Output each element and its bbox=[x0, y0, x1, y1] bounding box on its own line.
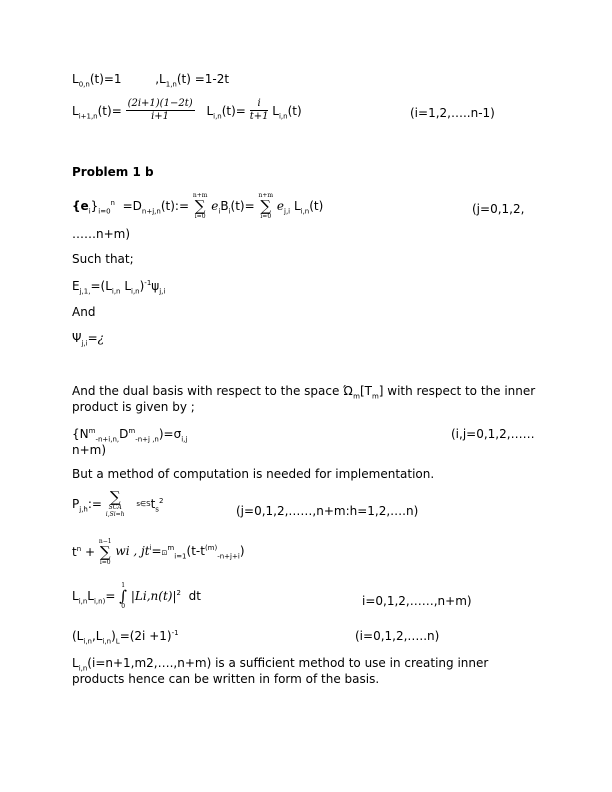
l0-l1-definitions: $L_{0,n}(t)=1$ $,L_{1,n}(t) =1-2t$ bbox=[72, 72, 230, 89]
problem-heading: Problem 1 b bbox=[72, 165, 154, 179]
p-condition: (j=0,1,2,……,n+m:h=1,2,….n) bbox=[236, 504, 419, 518]
e-definition: $E_{j,1,}=(L_{i,n}$ $L_{i,n})^{-1}\psi_{j,i}$ bbox=[72, 279, 166, 296]
such-that-text: Such that; bbox=[72, 252, 134, 266]
basis-definition: $\{e_i\}_{i=0}^n$ $=D_{n+j,n}(t):=$ n+m ∑ i=0 $e_iB_i(t)=$ n+m ∑ i=0 $e_{j,i}$ $L_{i,n}(t)$ bbox=[72, 192, 324, 220]
fraction-one: $\frac{(2i+1)(1-2t)}{i+1}$ bbox=[127, 98, 193, 122]
fraction-two: $\frac{i}{t+1}$ bbox=[249, 98, 269, 122]
inner-product-integral: $L_{i,n}L_{i,n)}=$ 1 ∫ 0 $|Li,n(t)|^2$ dt bbox=[72, 582, 201, 610]
norm-formula: $(L_{i,n},L_{i,n})_L=(2i +1)^{-1}$ bbox=[72, 629, 179, 646]
dual-basis-condition-continued: n+m) bbox=[72, 443, 107, 457]
summation-one: n+m ∑ i=0 bbox=[192, 192, 208, 220]
recurrence-formula: $L_{i+1,n}(t)=$ $\frac{(2i+1)(1-2t)}{i+1}$ $L_{i,n}(t)=$ $\frac{i}{t+1}$ $L_{i,n}(t)$ bbox=[72, 98, 302, 122]
norm-condition: (i=0,1,2,…..n) bbox=[355, 629, 440, 643]
summation-two: n+m ∑ i=0 bbox=[258, 192, 274, 220]
dual-basis-paragraph: And the dual basis with respect to the space $Ώ_m[T_m]$ with respect to the inner product is given by ; bbox=[72, 384, 536, 414]
conclusion-paragraph: $L_{i,n}(i=n+1,m2,\dots.,n+m)$ is a sufficient method to use in creating inner products hence can be written in form of the basis. bbox=[72, 656, 489, 686]
summation-four: n−1 ∑ i=0 bbox=[98, 538, 112, 566]
basis-condition-continued: ……n+m) bbox=[72, 227, 131, 241]
and-text: And bbox=[72, 305, 96, 319]
computation-paragraph: But a method of computation is needed for implementation. bbox=[72, 467, 435, 481]
dual-basis-formula: $\{N^m_{-n+i,n,}D^m_{-n+j ,n})=\sigma_{i,j}$ bbox=[72, 427, 188, 444]
integral-condition: i=0,1,2,……,n+m) bbox=[362, 594, 472, 608]
polynomial-expansion: $t^n$ + n−1 ∑ i=0 wi , $jt^i=⊡^m_{i=1}(t-t^{(m)}_{-n+j+i})$ bbox=[72, 538, 245, 566]
basis-condition: (j=0,1,2, bbox=[472, 202, 525, 216]
dual-basis-condition: (i,j=0,1,2,…… bbox=[451, 427, 535, 441]
recurrence-condition: (i=1,2,…..n-1) bbox=[410, 106, 495, 120]
summation-three: ∑ SCA i,Si=h bbox=[105, 488, 125, 518]
psi-definition: $\Psi_{j,i}=¿$ bbox=[72, 331, 105, 348]
integral-sign: 1 ∫ 0 bbox=[119, 582, 128, 610]
p-definition: $P_{j,h}:=$ ∑ SCA i,Si=h $s\in St_s^2$ bbox=[72, 488, 164, 518]
